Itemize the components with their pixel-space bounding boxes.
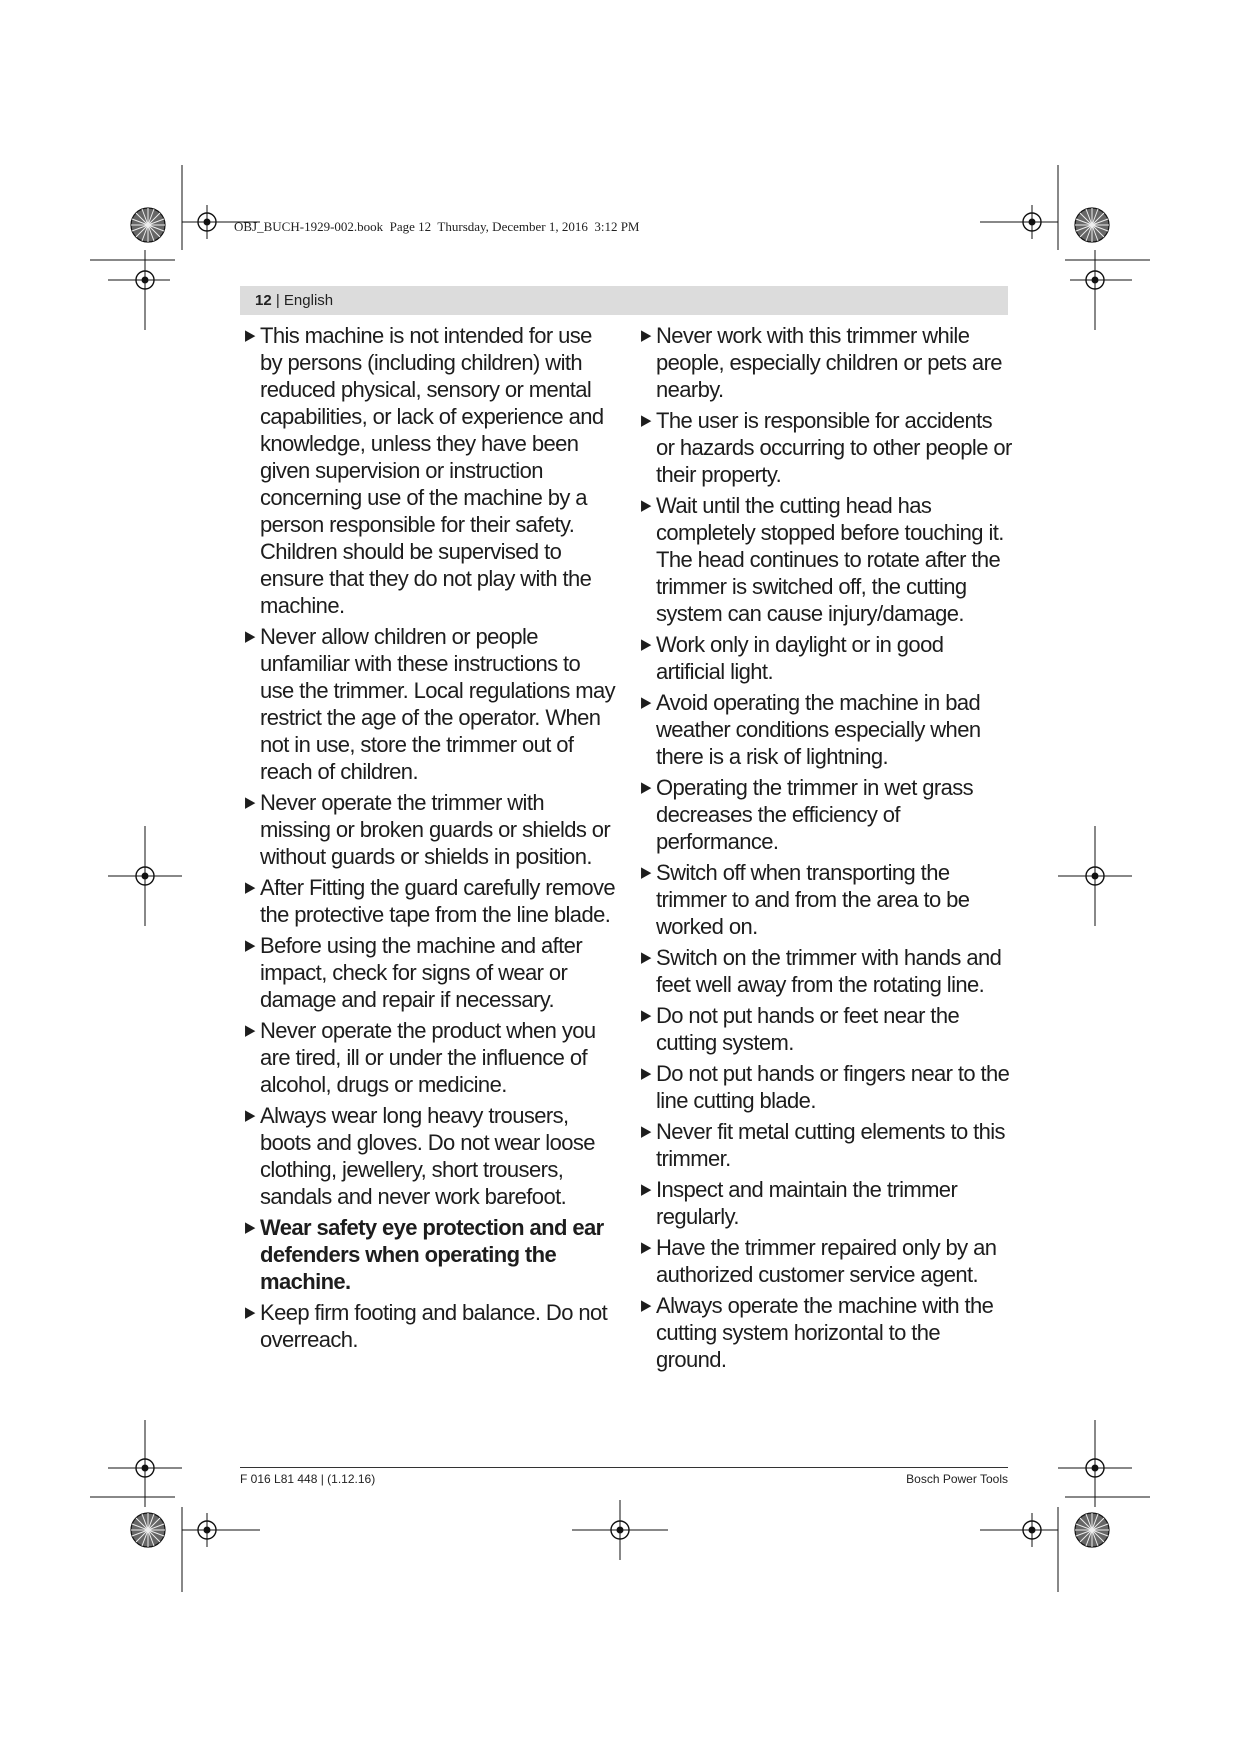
instruction-text: Always operate the machine with the cutting system horizontal to the ground.: [656, 1293, 994, 1372]
bullet-arrow-icon: ▶: [641, 1297, 651, 1314]
bullet-arrow-icon: ▶: [641, 1123, 651, 1140]
bullet-arrow-icon: ▶: [641, 1239, 651, 1256]
instruction-text: Never allow children or people unfamiliar with these instructions to use the trimmer. Local regulations may restrict the age of the operator. When not in use, store the trimmer out of reach of children.: [260, 624, 616, 784]
bullet-arrow-icon: ▶: [641, 949, 651, 966]
bullet-arrow-icon: ▶: [641, 636, 651, 653]
instruction-text: Switch on the trimmer with hands and feet well away from the rotating line.: [656, 945, 1002, 997]
instruction-text: Inspect and maintain the trimmer regularly.: [656, 1177, 958, 1229]
instruction-text: Keep firm footing and balance. Do not overreach.: [260, 1300, 608, 1352]
instruction-text: Never work with this trimmer while people, especially children or pets are nearby.: [656, 323, 1002, 402]
bullet-arrow-icon: ▶: [641, 497, 651, 514]
instruction-text: Have the trimmer repaired only by an authorized customer service agent.: [656, 1235, 997, 1287]
instruction-text: Always wear long heavy trousers, boots and gloves. Do not wear loose clothing, jewellery, short trousers, sandals and never work barefoot.: [260, 1103, 595, 1209]
instruction-text: Never operate the trimmer with missing or broken guards or shields or without guards or shields in position.: [260, 790, 611, 869]
instruction-text: Do not put hands or feet near the cutting system.: [656, 1003, 960, 1055]
instruction-text: Switch off when transporting the trimmer to and from the area to be worked on.: [656, 860, 970, 939]
bullet-arrow-icon: ▶: [641, 327, 651, 344]
print-info-line: OBJ_BUCH-1929-002.book Page 12 Thursday, December 1, 2016 3:12 PM: [234, 219, 640, 234]
instruction-text: Before using the machine and after impact, check for signs of wear or damage and repair if necessary.: [260, 933, 583, 1012]
instruction-text: Wait until the cutting head has completely stopped before touching it. The head continues to rotate after the trimmer is switched off, the cutting system can cause injury/damage.: [656, 493, 1004, 626]
instruction-text: Never fit metal cutting elements to this trimmer.: [656, 1119, 1005, 1171]
instruction-text: Work only in daylight or in good artificial light.: [656, 632, 944, 684]
bullet-arrow-icon: ▶: [641, 864, 651, 881]
section-title: English: [283, 292, 334, 309]
bullet-arrow-icon: ▶: [245, 327, 255, 344]
bullet-arrow-icon: ▶: [641, 694, 651, 711]
bullet-arrow-icon: ▶: [245, 1219, 255, 1236]
bullet-arrow-icon: ▶: [245, 937, 255, 954]
instruction-text: Operating the trimmer in wet grass decreases the efficiency of performance.: [656, 775, 974, 854]
bullet-arrow-icon: ▶: [641, 1007, 651, 1024]
instruction-text: Wear safety eye protection and ear defenders when operating the machine.: [260, 1215, 604, 1294]
footer-document-code: F 016 L81 448 | (1.12.16): [240, 1472, 376, 1486]
bullet-arrow-icon: ▶: [245, 628, 255, 645]
bullet-arrow-icon: ▶: [245, 1107, 255, 1124]
footer-brand: Bosch Power Tools: [906, 1472, 1008, 1486]
bullet-arrow-icon: ▶: [641, 1181, 651, 1198]
bullet-arrow-icon: ▶: [245, 1022, 255, 1039]
page-number: 12: [255, 292, 272, 309]
bullet-arrow-icon: ▶: [245, 1304, 255, 1321]
header-separator: |: [271, 292, 284, 309]
bullet-arrow-icon: ▶: [245, 879, 255, 896]
bullet-arrow-icon: ▶: [641, 412, 651, 429]
instruction-text: Never operate the product when you are tired, ill or under the influence of alcohol, drugs or medicine.: [260, 1018, 596, 1097]
instruction-text: After Fitting the guard carefully remove the protective tape from the line blade.: [260, 875, 616, 927]
instruction-text: Avoid operating the machine in bad weather conditions especially when there is a risk of lightning.: [656, 690, 981, 769]
instruction-text: Do not put hands or fingers near to the line cutting blade.: [656, 1061, 1010, 1113]
instruction-text: The user is responsible for accidents or hazards occurring to other people or their property.: [656, 408, 1012, 487]
bullet-arrow-icon: ▶: [641, 1065, 651, 1082]
bullet-arrow-icon: ▶: [245, 794, 255, 811]
bullet-arrow-icon: ▶: [641, 779, 651, 796]
instruction-text: This machine is not intended for use by persons (including children) with reduced physical, sensory or mental capabilities, or lack of experience and knowledge, unless they have been given supervision or instruction concerning use of the machine by a person responsible for their safety. Children should be supervised to ensure that they do not play with the machine.: [260, 323, 604, 618]
